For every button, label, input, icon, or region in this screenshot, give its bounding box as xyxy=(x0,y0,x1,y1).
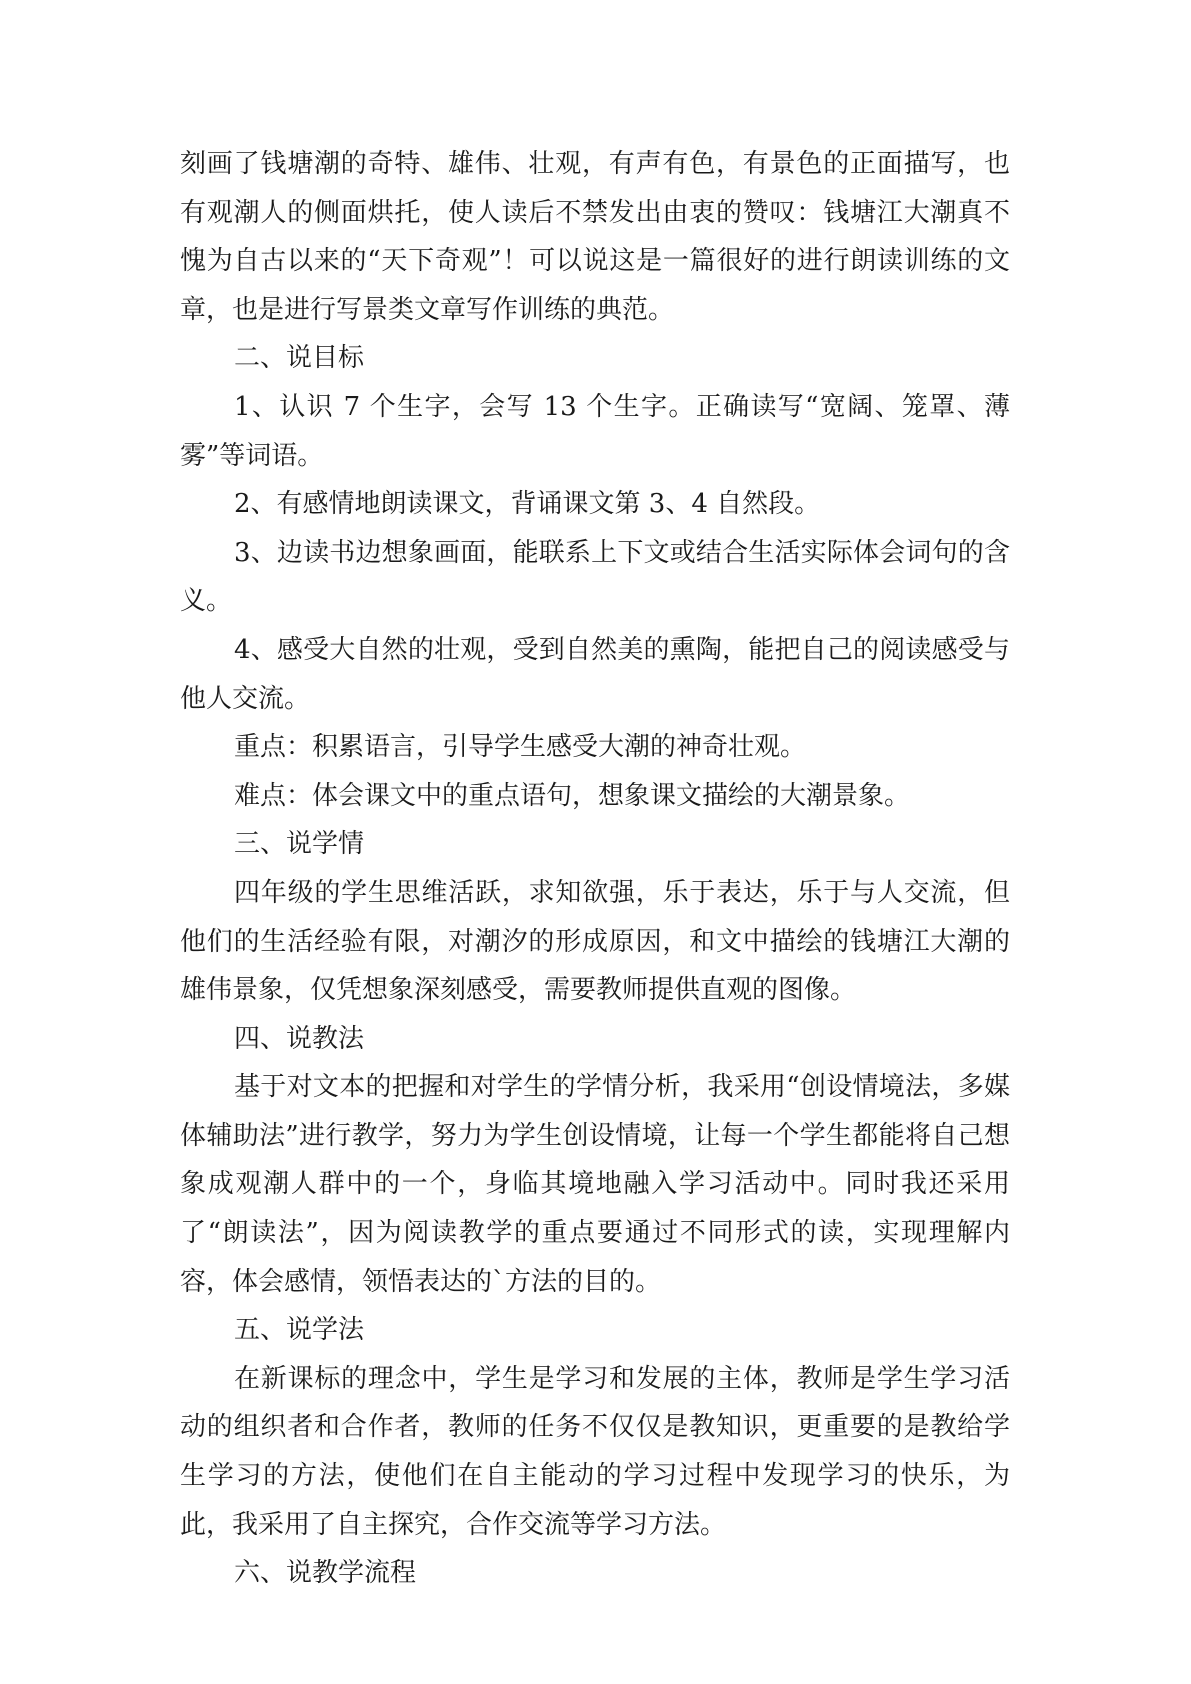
difficult-point: 难点：体会课文中的重点语句，想象课文描绘的大潮景象。 xyxy=(234,780,911,811)
paragraph-teaching-methods: 基于对文本的把握和对学生的学情分析，我采用“创设情境法，多媒体辅助法”进行教学，努力为学生创设情境，让每一个学生都能将自己想象成观潮人群中的一个，身临其境地融入学习活动中。同时我还采用了“朗读法”，因为阅读教学的重点要通过不同形式的读，实现理解内容，体会感情，领悟表达的`方法的目的。 xyxy=(180,1072,1010,1297)
section-heading-teaching-process: 六、说教学流程 xyxy=(234,1558,417,1589)
goal-item-1: 1、认识 7 个生字，会写 13 个生字。正确读写“宽阔、笼罩、薄雾”等词语。 xyxy=(180,391,1010,471)
section-heading-teaching-methods: 四、说教法 xyxy=(234,1023,365,1054)
goal-item-3: 3、边读书边想象画面，能联系上下文或结合生活实际体会词句的含义。 xyxy=(180,537,1010,617)
section-heading-student-analysis: 三、说学情 xyxy=(234,829,365,860)
document-body xyxy=(180,140,1010,1598)
goal-item-4: 4、感受大自然的壮观，受到自然美的熏陶，能把自己的阅读感受与他人交流。 xyxy=(180,634,1010,714)
paragraph-intro-continued: 刻画了钱塘潮的奇特、雄伟、壮观，有声有色，有景色的正面描写，也有观潮人的侧面烘托，使人读后不禁发出由衷的赞叹：钱塘江大潮真不愧为自古以来的“天下奇观”！可以说这是一篇很好的进行朗读训练的文章，也是进行写景类文章写作训练的典范。 xyxy=(180,149,1010,325)
key-point: 重点：积累语言，引导学生感受大潮的神奇壮观。 xyxy=(234,732,807,763)
paragraph-learning-methods: 在新课标的理念中，学生是学习和发展的主体，教师是学生学习活动的组织者和合作者，教师的任务不仅仅是教知识，更重要的是教给学生学习的方法，使他们在自主能动的学习过程中发现学习的快乐，为此，我采用了自主探究，合作交流等学习方法。 xyxy=(180,1363,1010,1540)
section-heading-learning-methods: 五、说学法 xyxy=(234,1315,365,1346)
section-heading-goals: 二、说目标 xyxy=(234,343,365,374)
goal-item-2: 2、有感情地朗读课文，背诵课文第 3、4 自然段。 xyxy=(234,489,821,520)
paragraph-student-analysis: 四年级的学生思维活跃，求知欲强，乐于表达，乐于与人交流，但他们的生活经验有限，对潮汐的形成原因，和文中描绘的钱塘江大潮的雄伟景象，仅凭想象深刻感受，需要教师提供直观的图像。 xyxy=(180,877,1010,1006)
